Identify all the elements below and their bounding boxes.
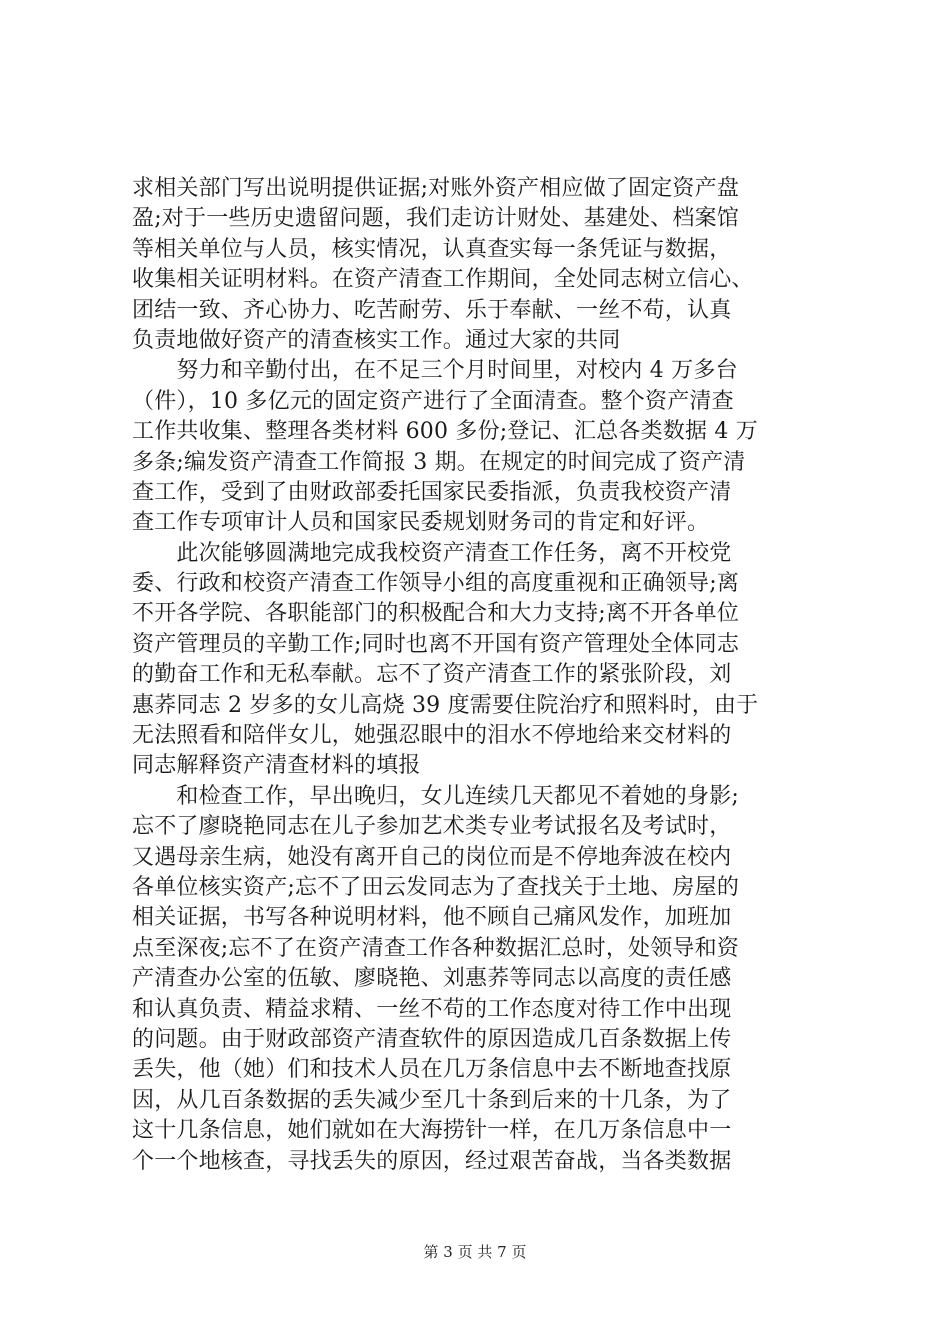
text-line: 资产管理员的辛勤工作;同时也离不开国有资产管理处全体同志	[132, 631, 740, 657]
text-line: 丢失，他（她）们和技术人员在几万条信息中去不断地查找原	[132, 1057, 732, 1083]
text-line: 无法照看和陪伴女儿，她强忍眼中的泪水不停地给来交材料的	[132, 723, 732, 749]
text-line: 和检查工作，早出晚归，女儿连续几天都见不着她的身影;	[132, 783, 740, 809]
text-line: 相关证据，书写各种说明材料，他不顾自己痛风发作，加班加	[132, 905, 732, 931]
text-line: 查工作专项审计人员和国家民委规划财务司的肯定和好评。	[132, 510, 710, 536]
text-line: 工作共收集、整理各类材料 600 多份;登记、汇总各类数据 4 万	[132, 419, 758, 445]
text-line: 同志解释资产清查材料的填报	[132, 753, 421, 779]
text-line: 求相关部门写出说明提供证据;对账外资产相应做了固定资产盘	[132, 176, 740, 201]
text-line: 因，从几百条数据的丢失减少至几十条到后来的十几条，为了	[132, 1087, 732, 1113]
text-line: 产清查办公室的伍敏、廖晓艳、刘惠荞等同志以高度的责任感	[132, 966, 732, 992]
text-line: 的问题。由于财政部资产清查软件的原因造成几百条数据上传	[132, 1026, 732, 1052]
text-line: 又遇母亲生病，她没有离开自己的岗位而是不停地奔波在校内	[132, 844, 732, 870]
document-body	[132, 174, 832, 1177]
text-line: 点至深夜;忘不了在资产清查工作各种数据汇总时，处领导和资	[132, 935, 740, 961]
text-line: 个一个地核查，寻找丢失的原因，经过艰苦奋战，当各类数据	[132, 1148, 732, 1174]
text-line: 这十几条信息，她们就如在大海捞针一样，在几万条信息中一	[132, 1118, 732, 1144]
text-line: 此次能够圆满地完成我校资产清查工作任务，离不开校党	[132, 540, 732, 566]
text-line: 负责地做好资产的清查核实工作。通过大家的共同	[132, 327, 621, 353]
text-line: 和认真负责、精益求精、一丝不苟的工作态度对待工作中出现	[132, 996, 732, 1022]
page-number-footer: 第 3 页 共 7 页	[423, 1243, 527, 1261]
text-line: 不开各学院、各职能部门的积极配合和大力支持;离不开各单位	[132, 601, 740, 627]
text-line: 盈;对于一些历史遗留问题，我们走访计财处、基建处、档案馆	[132, 206, 740, 232]
text-line: 等相关单位与人员，核实情况，认真查实每一条凭证与数据，	[132, 236, 732, 262]
text-line: 查工作，受到了由财政部委托国家民委指派，负责我校资产清	[132, 479, 732, 505]
text-line: （件），10 多亿元的固定资产进行了全面清查。整个资产清查	[132, 388, 734, 414]
text-line: 收集相关证明材料。在资产清查工作期间，全处同志树立信心、	[132, 267, 754, 293]
text-line: 忘不了廖晓艳同志在儿子参加艺术类专业考试报名及考试时，	[132, 814, 732, 840]
text-line: 努力和辛勤付出，在不足三个月时间里，对校内 4 万多台	[132, 358, 738, 384]
text-line: 惠荞同志 2 岁多的女儿高烧 39 度需要住院治疗和照料时，由于	[132, 692, 759, 718]
text-line: 的勤奋工作和无私奉献。忘不了资产清查工作的紧张阶段，刘	[132, 662, 732, 688]
text-line: 团结一致、齐心协力、吃苦耐劳、乐于奉献、一丝不苟，认真	[132, 297, 732, 323]
text-line: 各单位核实资产;忘不了田云发同志为了查找关于土地、房屋的	[132, 874, 740, 900]
text-line: 委、行政和校资产清查工作领导小组的高度重视和正确领导;离	[132, 571, 740, 597]
text-line: 多条;编发资产清查工作简报 3 期。在规定的时间完成了资产清	[132, 449, 746, 475]
